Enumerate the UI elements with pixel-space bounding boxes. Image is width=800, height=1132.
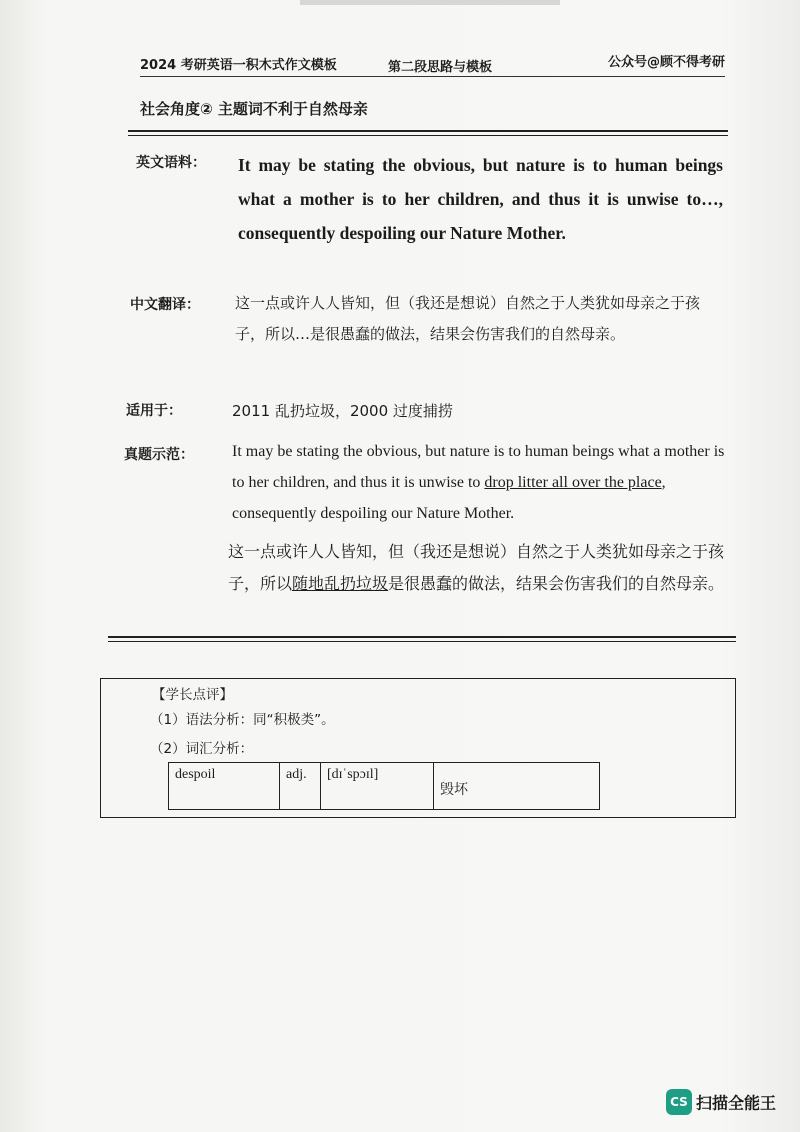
vocab-phonetic: [dɪˈspɔɪl] — [321, 763, 434, 810]
example-chinese-part2: 是很愚蠢的做法，结果会伤害我们的自然母亲。 — [388, 574, 725, 593]
vocab-meaning: 毁坏 — [434, 763, 600, 810]
table-row — [169, 763, 600, 810]
example-label: 真题示范： — [124, 447, 194, 463]
review-grammar-item: （1）语法分析：同“积极类”。 — [150, 712, 335, 728]
english-corpus-label: 英文语料： — [136, 155, 206, 171]
vocab-table — [168, 762, 600, 810]
page-fold-shadow — [300, 0, 560, 5]
example-english-part1: It may be stating the obvious, but nature is to human beings what a mother is to her children, and thus it is unwise to — [232, 443, 725, 491]
header-chapter: 第二段思路与模板 — [388, 60, 493, 75]
example-english-part2: , consequently despoiling our Nature Mother. — [232, 474, 666, 522]
camscanner-logo-icon: CS — [666, 1089, 692, 1115]
page-header — [140, 50, 725, 77]
applies-to-text: 2011 乱扔垃圾，2000 过度捕捞 — [232, 402, 453, 420]
example-english — [232, 436, 727, 529]
english-corpus-text: It may be stating the obvious, but nature is to human beings what a mother is to her children, and thus it is unwise to…, consequently despoiling our Nature Mother. — [238, 155, 723, 243]
example-english-underlined: drop litter all over the place — [484, 474, 662, 491]
vocab-word: despoil — [169, 763, 280, 810]
applies-to-label: 适用于： — [126, 403, 182, 419]
scanner-watermark — [666, 1089, 776, 1117]
vocab-pos: adj. — [280, 763, 321, 810]
divider-bottom — [108, 636, 736, 642]
chinese-translation-text: 这一点或许人人皆知，但（我还是想说）自然之于人类犹如母亲之于孩子，所以…是很愚蠢的做法，结果会伤害我们的自然母亲。 — [235, 294, 701, 343]
example-chinese-part1: 这一点或许人人皆知，但（我还是想说）自然之于人类犹如母亲之于孩子，所以 — [228, 542, 725, 593]
divider-top — [128, 130, 728, 136]
chinese-translation-label: 中文翻译： — [130, 297, 200, 313]
review-vocab-item: （2）词汇分析： — [150, 741, 254, 757]
example-chinese — [228, 536, 728, 600]
review-title: 【学长点评】 — [152, 687, 233, 703]
example-chinese-underlined: 随地乱扔垃圾 — [292, 574, 389, 593]
section-title: 社会角度② 主题词不利于自然母亲 — [140, 100, 368, 118]
header-account: 公众号@顾不得考研 — [607, 55, 725, 70]
watermark-text: 扫描全能王 — [696, 1093, 777, 1113]
header-book-title: 2024 考研英语一积木式作文模板 — [140, 58, 337, 73]
